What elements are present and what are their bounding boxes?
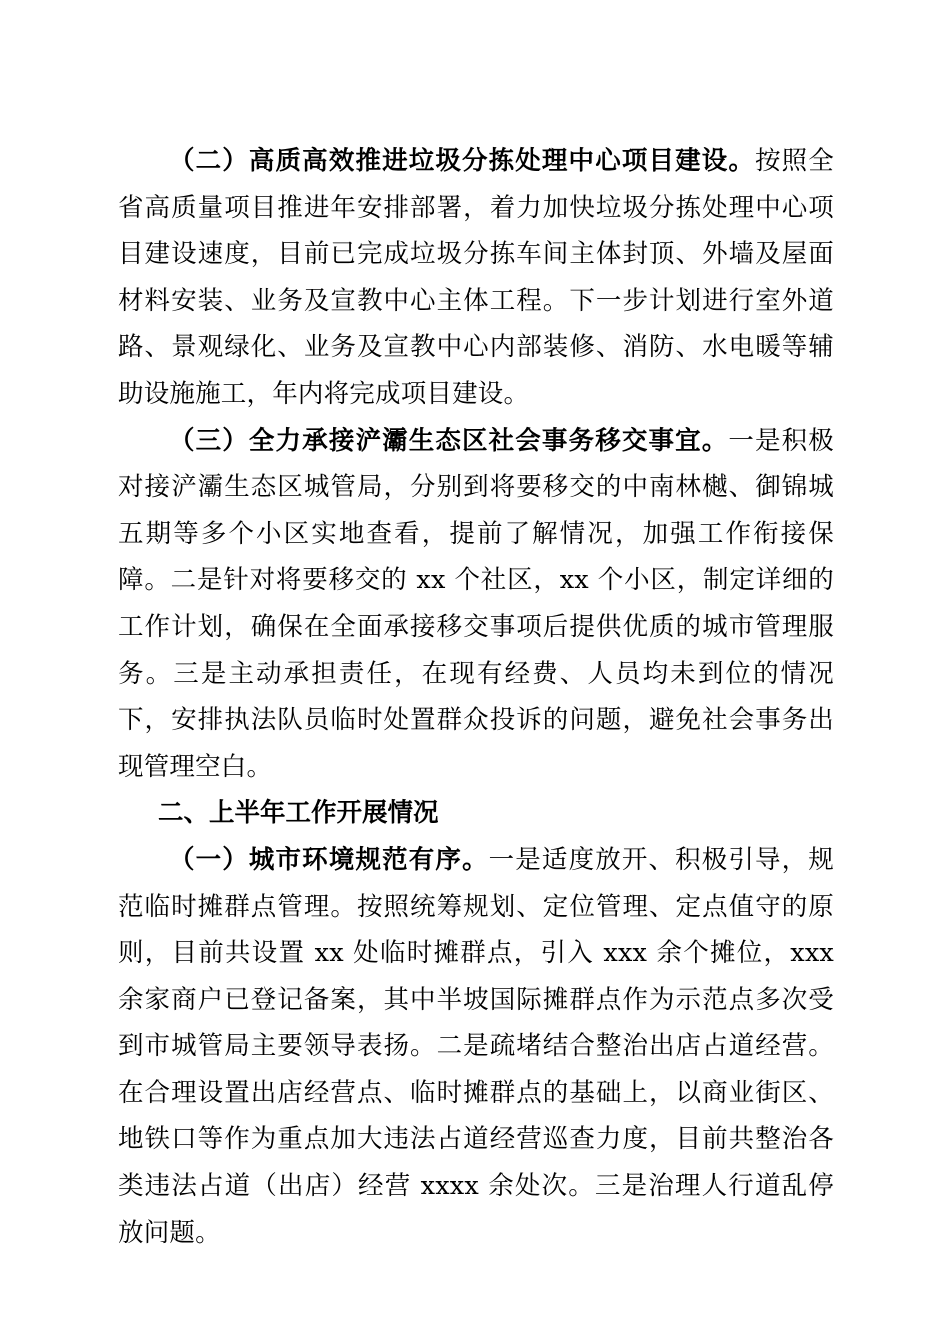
- paragraph-lead: （三）全力承接浐灞生态区社会事务移交事宜。: [169, 425, 729, 456]
- paragraph-text: 按照全省高质量项目推进年安排部署，着力加快垃圾分拣处理中心项目建设速度，目前已完成垃圾分拣车间主体封顶、外墙及屋面材料安装、业务及宣教中心主体工程。下一步计划进行室外道路、景观绿化、业务及宣教中心内部装修、消防、水电暖等辅助设施施工，年内将完成项目建设。: [118, 146, 834, 409]
- paragraph-lead: （一）城市环境规范有序。: [169, 844, 489, 875]
- paragraph-text: 一是积极对接浐灞生态区城管局，分别到将要移交的中南林樾、御锦城五期等多个小区实地查看，提前了解情况，加强工作衔接保障。二是针对将要移交的 xx 个社区，xx 个小区，制定详细的工作计划，确保在全面承接移交事项后提供优质的城市管理服务。三是主动承担责任，在现有经费、人员均未到位的情况下，安排执法队员临时处置群众投诉的问题，避免社会事务出现管理空白。: [118, 425, 834, 782]
- paragraph-affairs-transfer: [118, 418, 834, 791]
- document-body: [118, 138, 834, 1256]
- paragraph-city-environment: [118, 837, 834, 1256]
- section-heading: 二、上半年工作开展情况: [158, 798, 439, 829]
- paragraph-text: 一是适度放开、积极引导，规范临时摊群点管理。按照统筹规划、定位管理、定点值守的原则，目前共设置 xx 处临时摊群点，引入 xxx 余个摊位，xxx 余家商户已登记备案，其中半坡国际摊群点作为示范点多次受到市城管局主要领导表扬。二是疏堵结合整治出店占道经营。在合理设置出店经营点、临时摊群点的基础上，以商业街区、地铁口等作为重点加大违法占道经营巡查力度，目前共整治各类违法占道（出店）经营 xxxx 余处次。三是治理人行道乱停放问题。: [118, 844, 834, 1248]
- paragraph-lead: （二）高质高效推进垃圾分拣处理中心项目建设。: [169, 146, 756, 176]
- paragraph-project-construction: [118, 138, 834, 418]
